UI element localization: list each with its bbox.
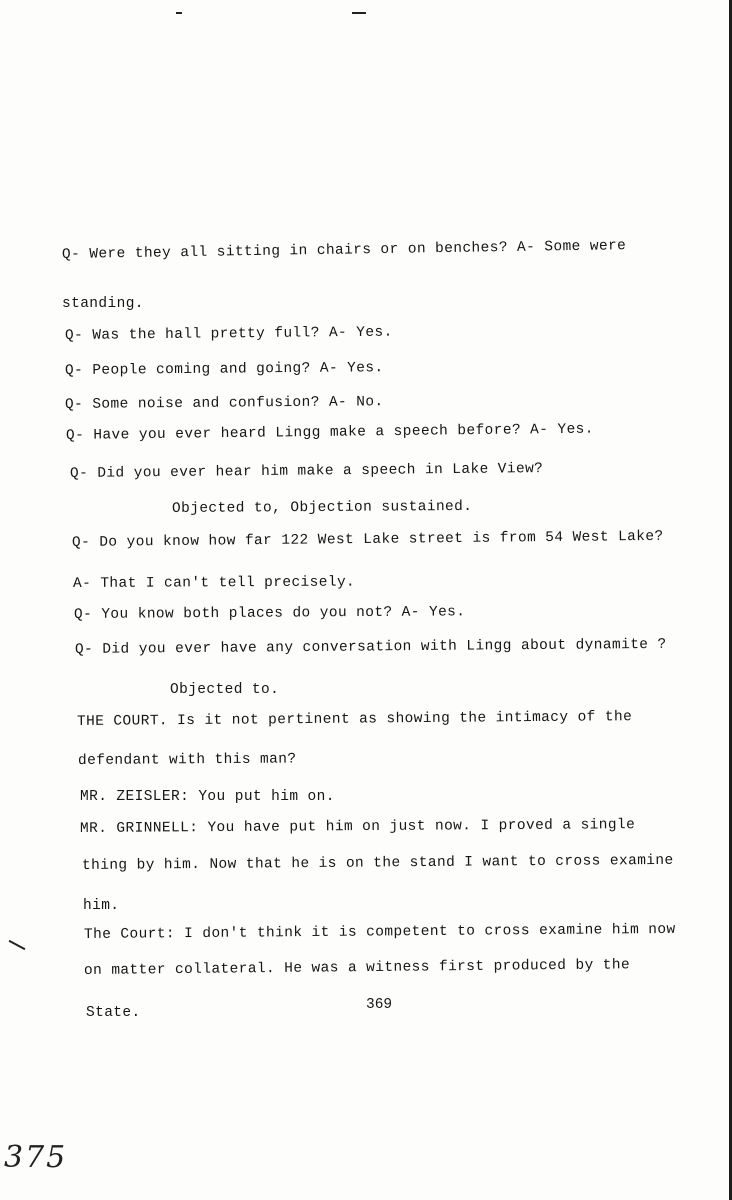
text-line: thing by him. Now that he is on the stand I want to cross examine [81,852,674,874]
handwritten-page-number: 375 [4,1140,68,1175]
text-line: Q- Did you ever hear him make a speech in Lake View? [69,461,544,482]
text-line: Q- Some noise and confusion? A- No. [64,394,384,413]
ink-mark [9,940,26,950]
ink-mark [176,12,182,14]
text-line: Q- Do you know how far 122 West Lake street is from 54 West Lake? [71,528,664,551]
text-line: MR. GRINNELL: You have put him on just now. I proved a single [79,817,636,837]
text-line: Q- Have you ever heard Lingg make a speech before? A- Yes. [65,421,594,444]
text-line: Objected to, Objection sustained. [171,498,473,517]
text-line: Objected to. [170,682,280,698]
text-line: THE COURT. Is it not pertinent as showing the intimacy of the [76,709,633,730]
text-line: Q- Were they all sitting in chairs or on benches? A- Some were [61,238,627,263]
text-line: him. [83,898,120,914]
text-line: Q- You know both places do you not? A- Yes. [73,604,466,623]
text-line: A- That I can't tell precisely. [72,574,356,592]
text-line: MR. ZEISLER: You put him on. [80,789,335,805]
page-number: 369 [366,997,393,1013]
text-line: Q- Did you ever have any conversation with Lingg about dynamite ? [74,636,667,658]
text-line: Q- Was the hall pretty full? A- Yes. [64,324,393,344]
text-line: defendant with this man? [77,751,297,769]
text-line: Q- People coming and going? A- Yes. [64,360,384,379]
text-line: on matter collateral. He was a witness first produced by the [83,957,631,979]
ink-mark [352,12,366,14]
text-line: State. [86,1005,141,1021]
text-line: standing. [62,296,144,312]
text-line: The Court: I don't think it is competent to cross examine him now [83,921,676,943]
